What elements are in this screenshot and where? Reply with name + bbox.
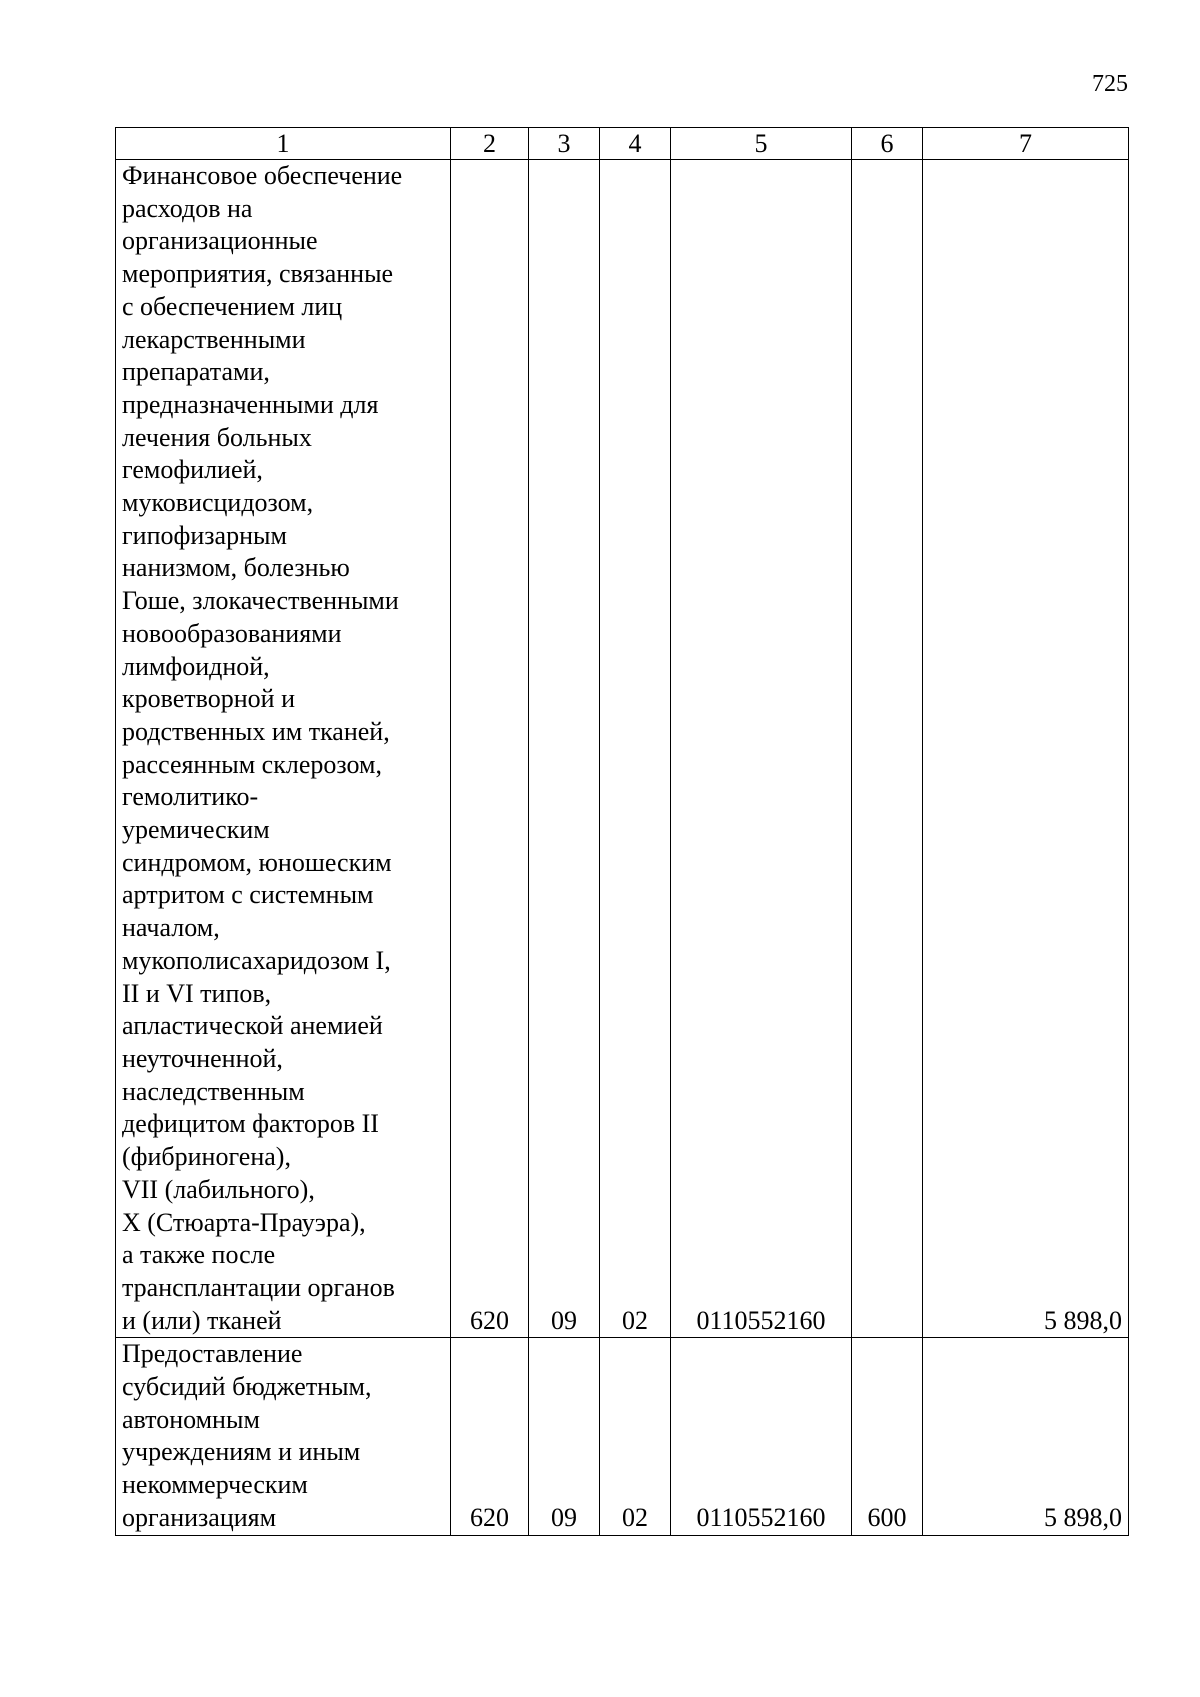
row-name-line: Гоше, злокачественными <box>122 586 399 616</box>
header-col-7: 7 <box>923 128 1129 160</box>
table-row <box>116 160 1129 1338</box>
cell-target-article: 0110552160 <box>671 160 852 1338</box>
cell-expense-type <box>852 160 923 1338</box>
row-name-line: организациям <box>122 1502 277 1532</box>
row-name-line: субсидий бюджетным, <box>122 1372 372 1402</box>
table-row <box>116 1338 1129 1535</box>
row-name-line: Предоставление <box>122 1339 303 1369</box>
cell-ministry-code: 620 <box>451 1338 529 1535</box>
header-col-3: 3 <box>529 128 600 160</box>
row-name-line: некоммерческим <box>122 1470 308 1500</box>
row-name-line: наследственным <box>122 1076 305 1106</box>
row-name-line: началом, <box>122 913 220 943</box>
row-name-line: гемолитико- <box>122 782 259 812</box>
header-col-4: 4 <box>600 128 671 160</box>
row-name-line: гемофилией, <box>122 455 263 485</box>
row-name-line: гипофизарным <box>122 520 287 550</box>
row-name-line: а также после <box>122 1240 276 1270</box>
cell-amount: 5 898,0 <box>923 1338 1129 1535</box>
row-name <box>116 1338 451 1535</box>
row-name-line: лекарственными <box>122 324 306 354</box>
row-name-line: автономным <box>122 1404 260 1434</box>
cell-expense-type: 600 <box>852 1338 923 1535</box>
row-name-line: предназначенными для <box>122 389 379 419</box>
cell-section: 09 <box>529 1338 600 1535</box>
row-name-line: родственных им тканей, <box>122 716 390 746</box>
cell-ministry-code: 620 <box>451 160 529 1338</box>
row-name-line: организационные <box>122 226 318 256</box>
row-name-line: апластической анемией <box>122 1011 383 1041</box>
row-name <box>116 160 451 1338</box>
header-col-5: 5 <box>671 128 852 160</box>
row-name-line: муковисцидозом, <box>122 488 314 518</box>
row-name-line: (фибриногена), <box>122 1142 291 1172</box>
page-number: 725 <box>1092 71 1128 97</box>
row-name-line: артритом с системным <box>122 880 374 910</box>
row-name-line: препаратами, <box>122 357 270 387</box>
row-name-line: новообразованиями <box>122 618 342 648</box>
header-col-1: 1 <box>116 128 451 160</box>
row-name-line: и (или) тканей <box>122 1305 282 1335</box>
row-name-line: лимфоидной, <box>122 651 270 681</box>
row-name-line: дефицитом факторов II <box>122 1109 379 1139</box>
row-name-line: синдромом, юношеским <box>122 847 392 877</box>
cell-subsection: 02 <box>600 1338 671 1535</box>
row-name-line: неуточненной, <box>122 1043 283 1073</box>
row-name-line: мероприятия, связанные <box>122 259 394 289</box>
row-name-line: X (Стюарта-Прауэра), <box>122 1207 366 1237</box>
header-row <box>116 128 1129 160</box>
cell-section: 09 <box>529 160 600 1338</box>
row-name-line: с обеспечением лиц <box>122 291 343 321</box>
row-name-line: учреждениям и иным <box>122 1437 361 1467</box>
table-header <box>116 128 1129 160</box>
cell-subsection: 02 <box>600 160 671 1338</box>
row-name-line: уремическим <box>122 815 270 845</box>
row-name-line: кроветворной и <box>122 684 295 714</box>
row-name-line: расходов на <box>122 193 253 223</box>
budget-table <box>115 127 1129 1536</box>
cell-target-article: 0110552160 <box>671 1338 852 1535</box>
cell-amount: 5 898,0 <box>923 160 1129 1338</box>
header-col-2: 2 <box>451 128 529 160</box>
row-name-line: трансплантации органов <box>122 1272 395 1302</box>
table-body <box>116 160 1129 1536</box>
row-name-line: мукополисахаридозом I, <box>122 945 391 975</box>
row-name-line: нанизмом, болезнью <box>122 553 350 583</box>
row-name-line: II и VI типов, <box>122 978 272 1008</box>
row-name-line: рассеянным склерозом, <box>122 749 382 779</box>
row-name-line: Финансовое обеспечение <box>122 161 403 190</box>
row-name-line: VII (лабильного), <box>122 1174 315 1204</box>
row-name-line: лечения больных <box>122 422 312 452</box>
header-col-6: 6 <box>852 128 923 160</box>
